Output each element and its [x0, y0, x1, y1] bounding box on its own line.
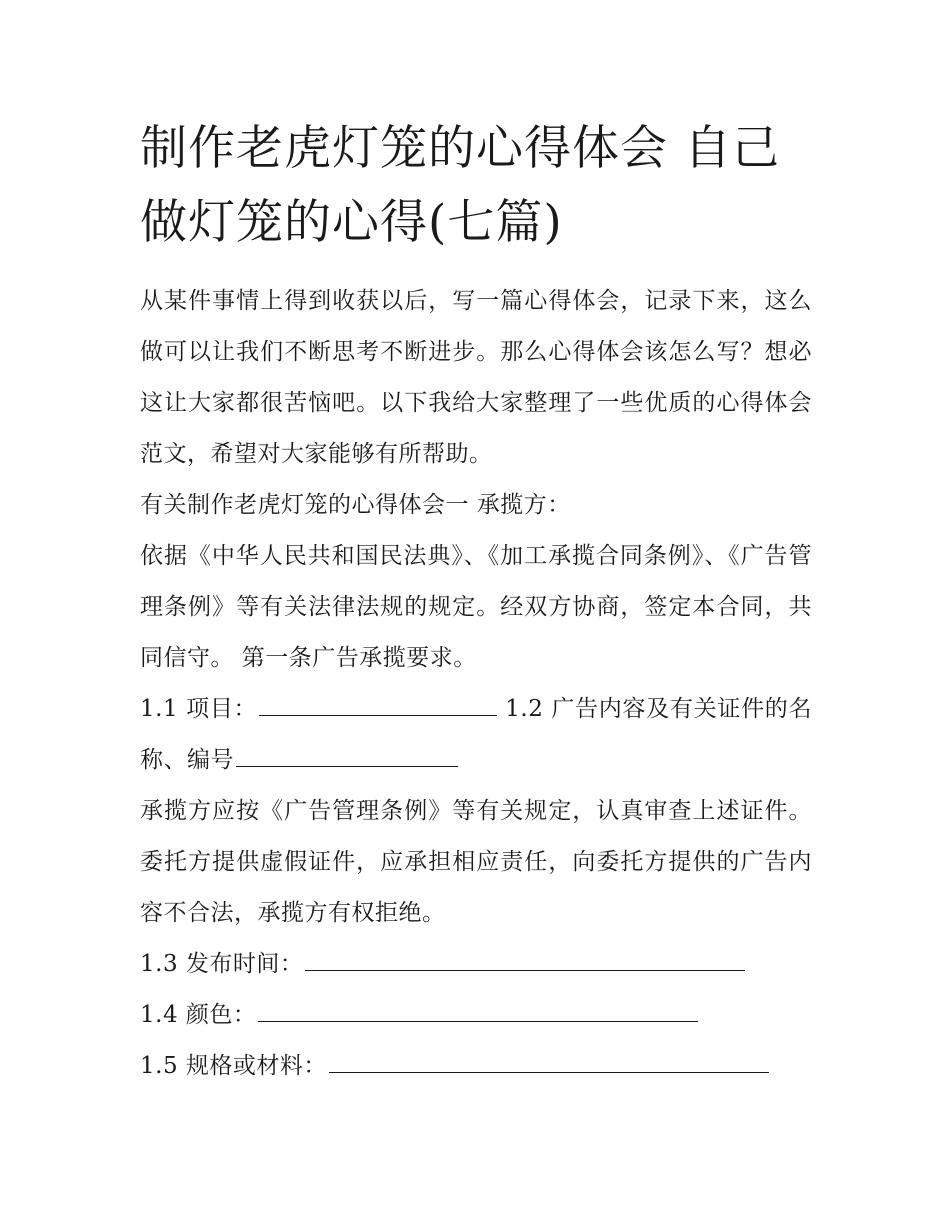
item-1-5-blank	[329, 1054, 769, 1073]
item-1-4-line	[140, 990, 812, 1041]
item-1-3-label: 1.3 发布时间：	[140, 951, 304, 977]
item-1-5-line	[140, 1041, 812, 1092]
item-1-2-label: 1.2 广告内容及有关证件的名称、编号	[140, 696, 813, 773]
item-1-2-blank	[236, 748, 458, 767]
item-1-4-blank	[258, 1003, 698, 1022]
intro-paragraph: 从某件事情上得到收获以后，写一篇心得体会，记录下来，这么做可以让我们不断思考不断进步。那么心得体会该怎么写？想必这让大家都很苦恼吧。以下我给大家整理了一些优质的心得体会范文，希望对大家能够有所帮助。	[140, 288, 812, 467]
item-1-5-label: 1.5 规格或材料：	[140, 1053, 327, 1079]
item-1-1-label: 1.1 项目：	[140, 696, 258, 722]
review-clause-paragraph: 承揽方应按《广告管理条例》等有关规定，认真审查上述证件。委托方提供虚假证件，应承担相应责任，向委托方提供的广告内容不合法，承揽方有权拒绝。	[140, 798, 812, 926]
document-title: 制作老虎灯笼的心得体会 自己做灯笼的心得(七篇)	[140, 121, 780, 250]
item-1-1-blank	[259, 697, 497, 716]
document-body	[140, 112, 812, 1092]
item-1-3-blank	[305, 952, 745, 971]
basis-paragraph: 依据《中华人民共和国民法典》、《加工承揽合同条例》、《广告管理条例》等有关法律法规的规定。经双方协商，签定本合同，共同信守。 第一条广告承揽要求。	[140, 543, 812, 671]
item-1-4-label: 1.4 颜色：	[140, 1002, 257, 1028]
section-heading: 有关制作老虎灯笼的心得体会一 承揽方：	[140, 492, 571, 518]
item-1-3-line	[140, 939, 812, 990]
item-1-1-paragraph	[140, 684, 812, 786]
